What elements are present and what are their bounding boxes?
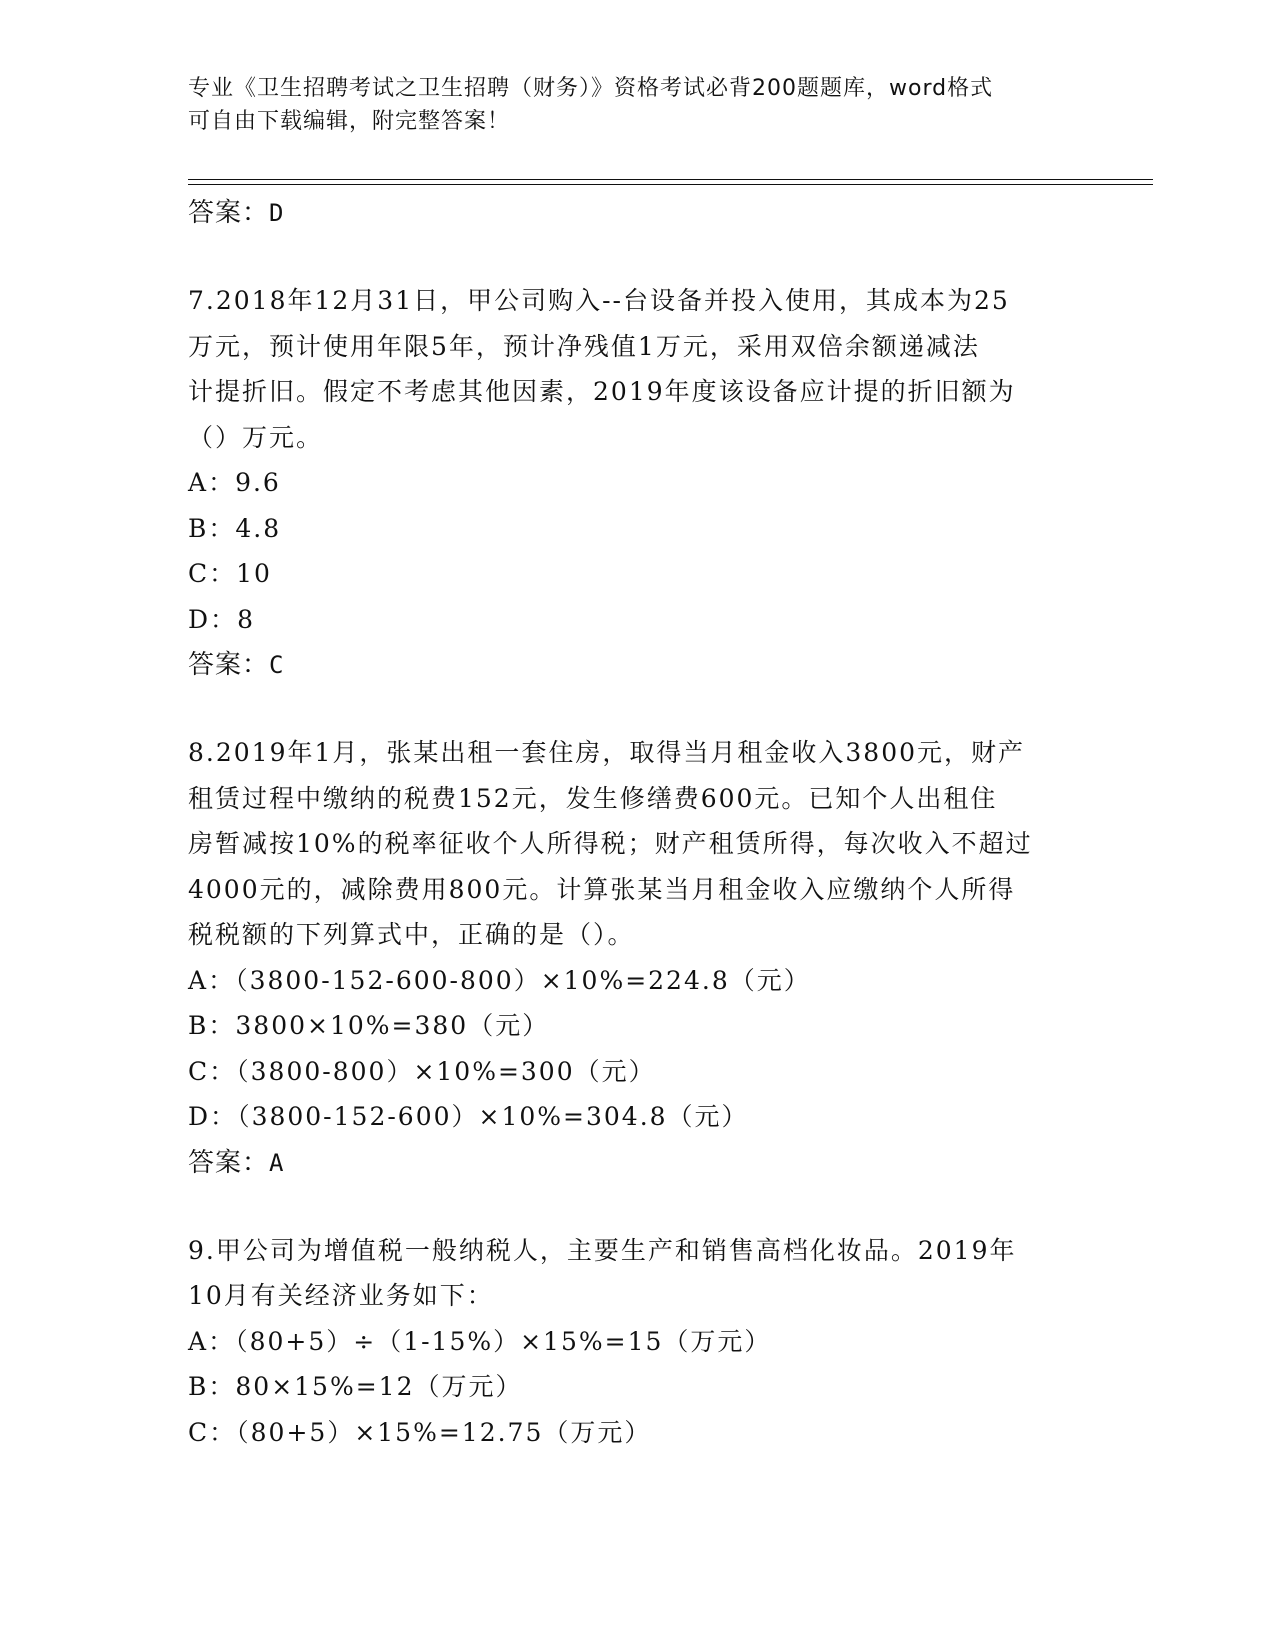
option-text: （80+5）÷（1-15%）×15%=15（万元） [235, 1326, 772, 1356]
answer-line [188, 190, 1088, 236]
option-text: （3800-152-600）×10%=304.8（元） [237, 1102, 749, 1131]
question-line: （）万元。 [188, 422, 324, 452]
option-letter: A [188, 1326, 209, 1356]
option-text: （3800-800）×10%=300（元） [236, 1056, 656, 1086]
question-line: 计提折旧。假定不考虑其他因素，2019年度该设备应计提的折旧额为 [188, 377, 1016, 406]
option-d: D：（3800-152-600）×10%=304.8（元） [188, 1094, 1088, 1140]
header-divider-bottom [188, 184, 1153, 185]
header-line-2: 可自由下载编辑，附完整答案！ [188, 109, 511, 134]
option-d: D：8 [188, 597, 1088, 643]
option-c: C：（80+5）×15%=12.75（万元） [188, 1410, 1088, 1456]
option-text: 8 [237, 604, 255, 634]
answer-value: D [269, 199, 285, 227]
option-letter: A [188, 468, 209, 497]
question-line: 8.2019年1月，张某出租一套住房，取得当月租金收入3800元，财产 [188, 738, 1026, 767]
question-text [188, 1228, 1088, 1319]
header-divider-top [188, 179, 1153, 180]
answer-label: 答案： [188, 1147, 270, 1178]
question-text [188, 278, 1088, 460]
option-c: C：10 [188, 551, 1088, 597]
question-line: 4000元的，减除费用800元。计算张某当月租金收入应缴纳个人所得 [188, 874, 1016, 904]
question-text [188, 730, 1088, 958]
option-letter: D [188, 604, 211, 634]
answer-line [188, 642, 1088, 688]
spacer [188, 236, 1088, 278]
answer-label: 答案： [188, 198, 270, 228]
answer-value: A [269, 1148, 285, 1177]
question-line: 10月有关经济业务如下： [188, 1281, 494, 1310]
option-b: B：3800×10%=380（元） [188, 1003, 1088, 1049]
option-text: （80+5）×15%=12.75（万元） [236, 1417, 652, 1447]
option-text: 3800×10%=380（元） [235, 1011, 550, 1040]
question-line: 房暂减按10%的税率征收个人所得税；财产租赁所得，每次收入不超过 [188, 829, 1033, 858]
question-line: 租赁过程中缴纳的税费152元，发生修缮费600元。已知个人出租住 [188, 783, 998, 813]
question-line: 税税额的下列算式中，正确的是（）。 [188, 920, 635, 949]
option-text: （3800-152-600-800）×10%=224.8（元） [235, 965, 811, 995]
option-letter: C [188, 1056, 210, 1086]
option-a: A：9.6 [188, 460, 1088, 506]
option-letter: B [188, 1372, 209, 1401]
question-block [188, 730, 1088, 1186]
spacer [188, 688, 1088, 730]
question-block [188, 1228, 1088, 1456]
question-line: 万元，预计使用年限5年，预计净残值1万元，采用双倍余额递减法 [188, 331, 980, 361]
question-line: 9.甲公司为增值税一般纳税人，主要生产和销售高档化妆品。2019年 [188, 1235, 1017, 1265]
option-letter: C [188, 559, 210, 588]
option-letter: B [188, 513, 209, 543]
document-body [188, 190, 1088, 1455]
option-letter: B [188, 1011, 209, 1040]
answer-line [188, 1140, 1088, 1186]
option-c: C：（3800-800）×10%=300（元） [188, 1049, 1088, 1095]
option-b: B：4.8 [188, 506, 1088, 552]
question-line: 7.2018年12月31日，甲公司购入--台设备并投入使用，其成本为25 [188, 286, 1010, 315]
header-line-1: 专业《卫生招聘考试之卫生招聘（财务）》资格考试必背200题题库，word格式 [188, 76, 994, 101]
answer-value: C [269, 651, 285, 679]
option-text: 10 [236, 559, 272, 588]
option-a: A：（3800-152-600-800）×10%=224.8（元） [188, 958, 1088, 1004]
option-text: 9.6 [235, 468, 281, 497]
document-header [188, 72, 1088, 138]
option-letter: D [188, 1102, 211, 1131]
option-a: A：（80+5）÷（1-15%）×15%=15（万元） [188, 1319, 1088, 1365]
answer-label: 答案： [188, 650, 270, 680]
question-block [188, 278, 1088, 688]
option-letter: A [188, 965, 209, 995]
option-b: B：80×15%=12（万元） [188, 1364, 1088, 1410]
option-letter: C [188, 1417, 210, 1447]
option-text: 80×15%=12（万元） [235, 1372, 523, 1401]
option-text: 4.8 [235, 513, 282, 543]
spacer [188, 1186, 1088, 1228]
